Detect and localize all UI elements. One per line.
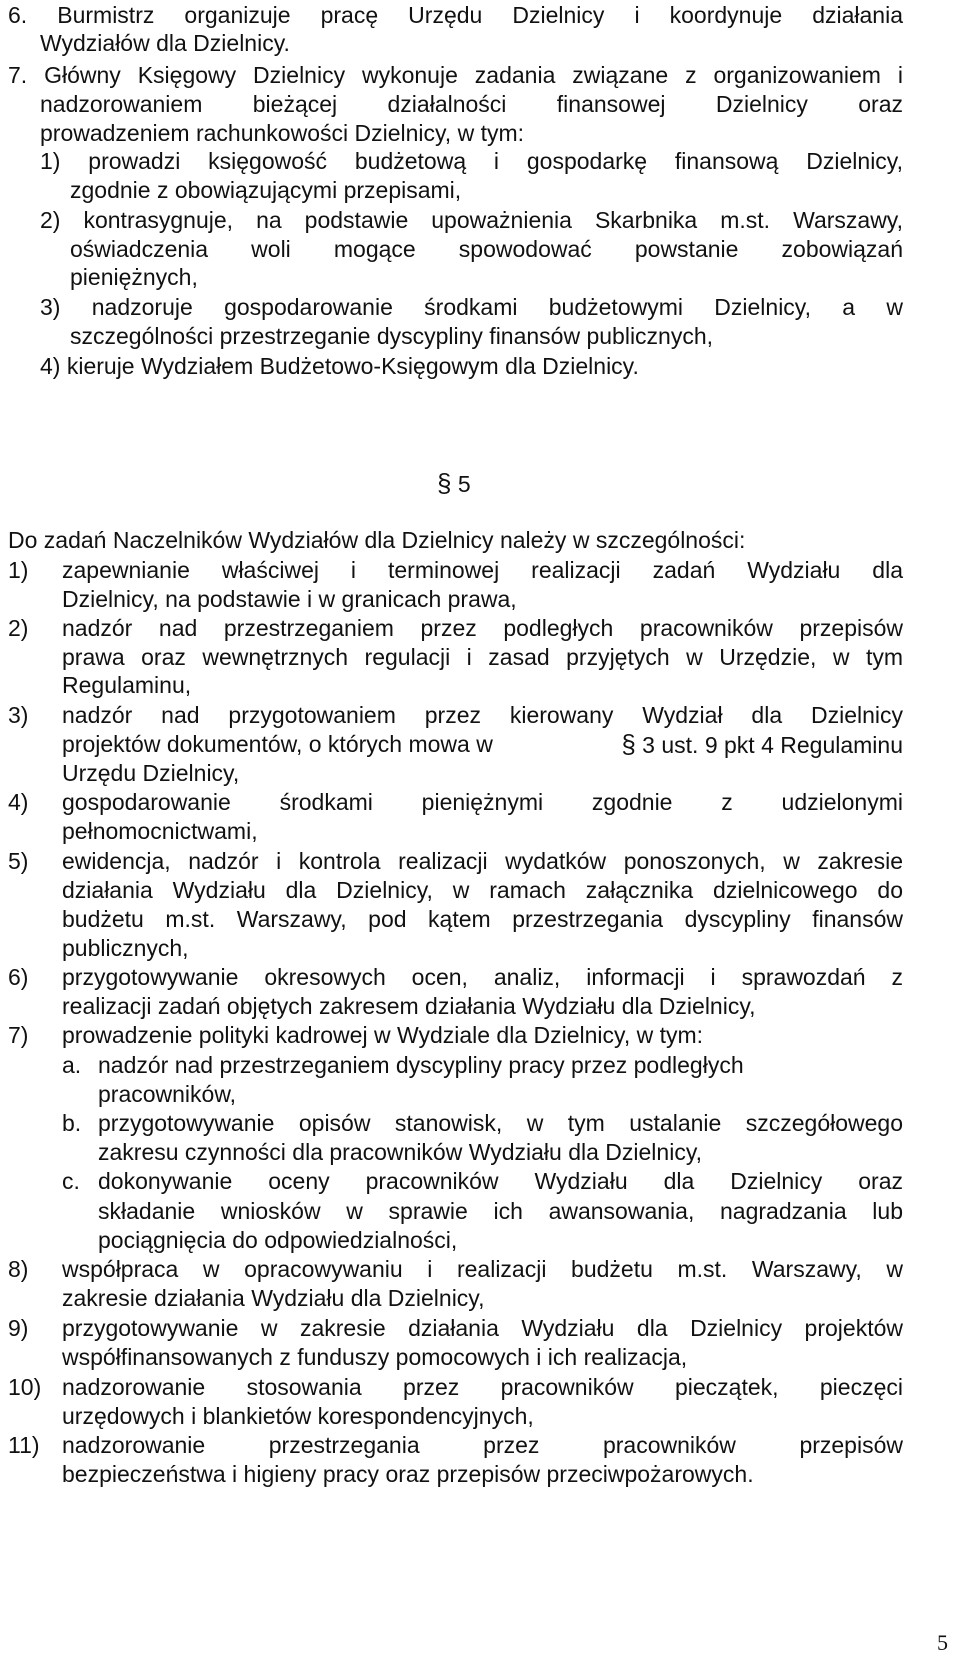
- sub3-line2: szczególności przestrzeganie dyscypliny finansów publicznych,: [70, 323, 714, 349]
- item2-line1: nadzór nad przestrzeganiem przez podległych pracowników przepisów: [62, 615, 903, 641]
- sub-a-letter: a.: [62, 1052, 82, 1078]
- item6b-number: 6): [8, 964, 29, 990]
- item1-line1: zapewnianie właściwej i terminowej realizacji zadań Wydziału dla: [62, 557, 903, 583]
- intro-text: Do zadań Naczelników Wydziałów dla Dzielnicy należy w szczególności:: [8, 527, 746, 553]
- item6-line2: Wydziałów dla Dzielnicy.: [40, 30, 290, 56]
- item5-line2: działania Wydziału dla Dzielnicy, w ramach załącznika dzielnicowego do: [62, 877, 903, 903]
- page-number: 5: [937, 1630, 948, 1655]
- item6b-line1: przygotowywanie okresowych ocen, analiz, informacji i sprawozdań z: [62, 964, 903, 990]
- item3-line3: Urzędu Dzielnicy,: [62, 760, 240, 786]
- item10-number: 10): [8, 1374, 42, 1400]
- item11-number: 11): [8, 1432, 40, 1458]
- item2-line3: Regulaminu,: [62, 672, 192, 698]
- sub1-line1: 1) prowadzi księgowość budżetową i gospodarkę finansową Dzielnicy,: [40, 148, 903, 174]
- section-symbol: §: [437, 468, 452, 498]
- item3-line2: [62, 729, 903, 759]
- item5-number: 5): [8, 848, 29, 874]
- item3-line2-part1: projektów dokumentów, o których mowa w: [62, 731, 493, 757]
- item9-line1: przygotowywanie w zakresie działania Wydziału dla Dzielnicy projektów: [62, 1315, 903, 1341]
- item6b-line2: realizacji zadań objętych zakresem działania Wydziału dla Dzielnicy,: [62, 993, 756, 1019]
- item4-line1: gospodarowanie środkami pieniężnymi zgodnie z udzielonymi: [62, 789, 903, 815]
- section-heading: [437, 468, 497, 498]
- item6-line1: 6. Burmistrz organizuje pracę Urzędu Dzielnicy i koordynuje działania: [8, 2, 903, 28]
- sub1-line2: zgodnie z obowiązującymi przepisami,: [70, 177, 462, 203]
- item11-line2: bezpieczeństwa i higieny pracy oraz przepisów przeciwpożarowych.: [62, 1461, 754, 1487]
- item8-number: 8): [8, 1256, 29, 1282]
- item8-line1: współpraca w opracowywaniu i realizacji budżetu m.st. Warszawy, w: [62, 1256, 903, 1282]
- item11-line1: nadzorowanie przestrzegania przez pracowników przepisów: [62, 1432, 903, 1458]
- item4-number: 4): [8, 789, 29, 815]
- item7b-number: 7): [8, 1022, 29, 1048]
- item5-line3: budżetu m.st. Warszawy, pod kątem przestrzegania dyscypliny finansów: [62, 906, 903, 932]
- item7b-line1: prowadzenie polityki kadrowej w Wydziale dla Dzielnicy, w tym:: [62, 1022, 704, 1048]
- item2-number: 2): [8, 615, 29, 641]
- item3-line1: nadzór nad przygotowaniem przez kierowany Wydział dla Dzielnicy: [62, 702, 903, 728]
- item9-number: 9): [8, 1315, 29, 1341]
- item1-number: 1): [8, 557, 29, 583]
- item4-line2: pełnomocnictwami,: [62, 818, 258, 844]
- item9-line2: współfinansowanych z funduszy pomocowych i ich realizacja,: [62, 1344, 688, 1370]
- sub2-line2: oświadczenia woli mogące spowodować powstanie zobowiązań: [70, 236, 903, 262]
- sub-b-line1: przygotowywanie opisów stanowisk, w tym ustalanie szczegółowego: [98, 1110, 903, 1136]
- item5-line1: ewidencja, nadzór i kontrola realizacji wydatków ponoszonych, w zakresie: [62, 848, 903, 874]
- sub-c-line1: dokonywanie oceny pracowników Wydziału dla Dzielnicy oraz: [98, 1168, 903, 1194]
- sub-a-line2: pracowników,: [98, 1081, 237, 1107]
- item10-line2: urzędowych i blankietów korespondencyjnych,: [62, 1403, 534, 1429]
- item7-line1: 7. Główny Księgowy Dzielnicy wykonuje zadania związane z organizowaniem i: [8, 62, 903, 88]
- item5-line4: publicznych,: [62, 935, 189, 961]
- sub4-line1: 4) kieruje Wydziałem Budżetowo-Księgowym dla Dzielnicy.: [40, 353, 639, 379]
- item3-line2-ref: 3 ust. 9 pkt 4 Regulaminu: [642, 732, 903, 758]
- item10-line1: nadzorowanie stosowania przez pracowników pieczątek, pieczęci: [62, 1374, 903, 1400]
- sub2-line1: 2) kontrasygnuje, na podstawie upoważnienia Skarbnika m.st. Warszawy,: [40, 207, 903, 233]
- sub-a-line1: nadzór nad przestrzeganiem dyscypliny pracy przez podległych: [98, 1052, 744, 1078]
- item7-line3: prowadzeniem rachunkowości Dzielnicy, w tym:: [40, 120, 525, 146]
- section-number: 5: [457, 471, 471, 497]
- sub3-line1: 3) nadzoruje gospodarowanie środkami budżetowymi Dzielnicy, a w: [40, 294, 903, 320]
- sub-c-line3: pociągnięcia do odpowiedzialności,: [98, 1227, 458, 1253]
- sub-c-line2: składanie wniosków w sprawie ich awansowania, nagradzania lub: [98, 1198, 903, 1224]
- sub2-line3: pieniężnych,: [70, 264, 198, 290]
- item8-line2: zakresie działania Wydziału dla Dzielnicy,: [62, 1285, 485, 1311]
- item3-number: 3): [8, 702, 29, 728]
- section-symbol-inline: §: [621, 729, 636, 759]
- sub-b-letter: b.: [62, 1110, 82, 1136]
- item7-line2: nadzorowaniem bieżącej działalności finansowej Dzielnicy oraz: [40, 91, 903, 117]
- item3-line2-part2: [621, 729, 903, 759]
- item2-line2: prawa oraz wewnętrznych regulacji i zasad przyjętych w Urzędzie, w tym: [62, 644, 903, 670]
- sub-b-line2: zakresu czynności dla pracowników Wydziału dla Dzielnicy,: [98, 1139, 702, 1165]
- sub-c-letter: c.: [62, 1168, 80, 1194]
- item1-line2: Dzielnicy, na podstawie i w granicach prawa,: [62, 586, 517, 612]
